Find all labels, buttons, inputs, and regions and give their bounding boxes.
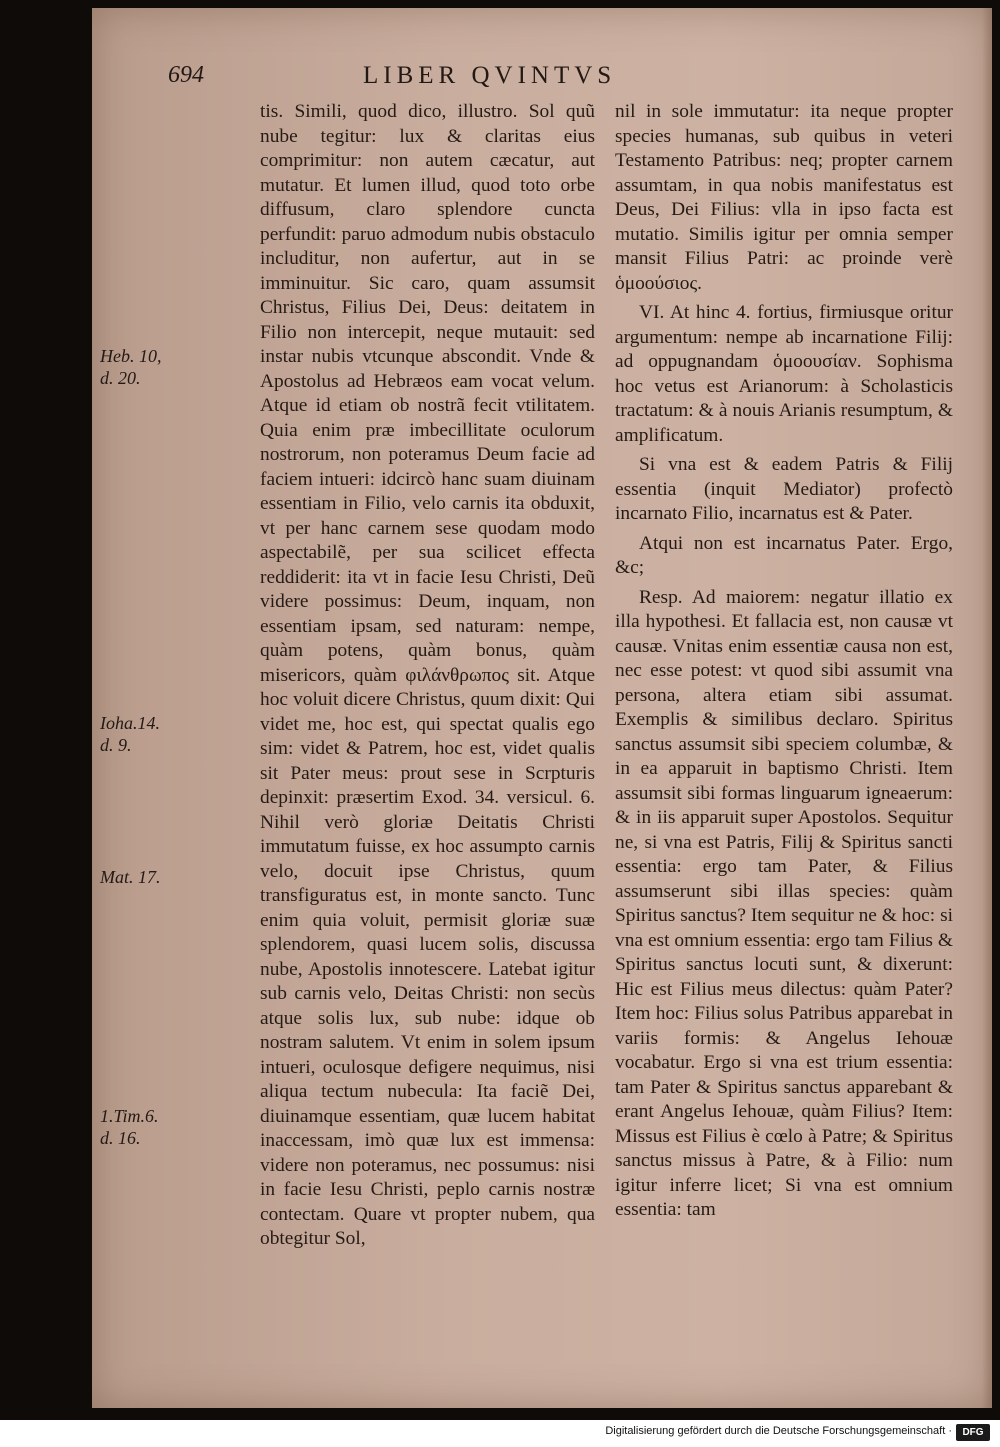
footer-credit: Digitalisierung gefördert durch die Deutsche Forschungsgemeinschaft · <box>605 1425 952 1437</box>
digitization-footer <box>0 1420 1000 1447</box>
margin-note-hebrews: Heb. 10, d. 20. <box>100 346 162 388</box>
margin-note-john: Ioha.14. d. 9. <box>100 713 160 755</box>
margin-note-timothy: 1.Tim.6. d. 16. <box>100 1106 159 1148</box>
left-column <box>260 100 595 1252</box>
right-column <box>615 100 953 1223</box>
right-paragraph-4: Atqui non est incarnatus Pater. Ergo, &c; <box>615 532 953 578</box>
page-edge-shadow <box>982 8 992 1408</box>
running-head <box>168 62 748 96</box>
right-paragraph-1: nil in sole immutatur: ita neque propter species humanas, sub quibus in veteri Testamento Patribus: neq; propter carnem assumtam, in qua nobis manifestatus est Deus, Dei Filius: vlla in ipso facta est mutatio. Similis igitur per omnia semper mansit Filius Patri: ac proinde verè ὁμοούσιος. <box>615 101 953 294</box>
right-paragraph-3: Si vna est & eadem Patris & Filij essentia (inquit Mediator) profectò incarnato Filio, incarnatus est & Pater. <box>615 454 953 524</box>
dfg-logo-icon: DFG <box>956 1424 990 1441</box>
right-paragraph-2: VI. At hinc 4. fortius, firmiusque oritur argumentum: nempe ab incarnatione Filij: ad oppugnandam ὁμοουσίαν. Sophisma hoc vetus est Arianorum: à Scholasticis tractatum: & à nouis Arianis resumptum, & amplificatum. <box>615 302 953 446</box>
book-title: LIBER QVINTVS <box>363 62 617 89</box>
right-paragraph-5: Resp. Ad maiorem: negatur illatio ex illa hypothesi. Et fallacia est, non causæ vt causæ. Vnitas enim essentiæ causa non est, nec esse potest: vt quod sibi assumit vna persona, altera etiam sibi assumat. Exemplis & similibus declaro. Spiritus sanctus assumsit sibi speciem columbæ, & in ea apparuit in baptismo Christi. Item assumsit sibi formas linguarum igneaerum: & in iis apparuit super Apostolos. Sequitur ne, si vna est Patris, Filij & Spiritus sancti essentia: ergo tam Pater, & Filius assumserunt sibi illas species: quàm Spiritus sanctus? Item sequitur ne & hoc: si vna est omnium essentia: ergo tam Filius & Spiritus sanctus locuti sunt, & dixerunt: Hic est Filius meus dilectus: quàm Pater? Item hoc: Filius solus Patribus apparebat in variis formis: & Angelus Iehouæ vocabatur. Ergo si vna est trium essentia: tam Pater & Spiritus sanctus apparebant & erant Angelus Iehouæ, quàm Filius? Item: Missus est Filius è cœlo à Patre; & Spiritus sanctus missus à Patre, & à Filio: num igitur inferre licet; Si vna est omnium essentia: tam <box>615 586 953 1220</box>
left-paragraph: tis. Simili, quod dico, illustro. Sol quũ nube tegitur: lux & claritas eius comprimitur: non autem cæcatur, aut mutatur. Et lumen illud, quod toto orbe diffusum, claro splendore cuncta perfundit: paruo admodum nubis obstaculo includitur, non aufertur, aut in se imminuitur. Sic caro, quam assumsit Christus, Filius Dei, Deus: deitatem in Filio non intercepit, neque mutauit: sed instar nubis vtcunque abscondit. Vnde & Apostolus ad Hebræos eam vocat velum. Atque id etiam ob nostrã fecit vtilitatem. Quia enim præ imbecillitate oculorum nostrorum, non poteramus Deum facie ad faciem intueri: idcircò hanc suam diuinam essentiam in Filio, velo carnis ita obduxit, vt per hanc carnem sese quodam modo aspectabilẽ, per sua scilicet effecta reddiderit: ita vt in facie Iesu Christi, Deũ videre possimus: Deum, inquam, non essentiam ipsam, sed naturam: nempe, quàm potens, quàm bonus, quàm misericors, quàm φιλάνθρωπος sit. Atque hoc voluit dicere Christus, quum dixit: Qui videt me, hoc est, qui spectat qualis ego sim: videt & Patrem, hoc est, videt qualis sit Pater meus: prout sese in Scrpturis depinxit: præsertim Exod. 34. versicul. 6. Nihil verò gloriæ Deitatis Christi immutatum fuisse, ex hoc assumpto carnis velo, docuit ipse Christus, quum transfiguratus est, in monte sancto. Tunc enim quia voluit, permisit gloriæ suæ splendorem, quasi lucem solis, discussa nube, Apostolis innotescere. Latebat igitur sub carnis velo, Deitas Christi: non secùs atque solis lux, sub nube: idque ob nostram salutem. Vt enim in solem ipsum intueri, oculosque defigere nequimus, nisi aliqua tectum nubecula: Ita faciẽ Dei, diuinamque essentiam, quæ lucem habitat inaccessam, imò quæ lux est immensa: videre non poteramus, nec possumus: nisi in facie Iesu Christi, peplo carnis nostræ contectam. Quare vt propter nubem, qua obtegitur Sol, <box>260 101 595 1249</box>
page-number: 694 <box>168 62 204 88</box>
margin-note-matthew: Mat. 17. <box>100 867 161 887</box>
